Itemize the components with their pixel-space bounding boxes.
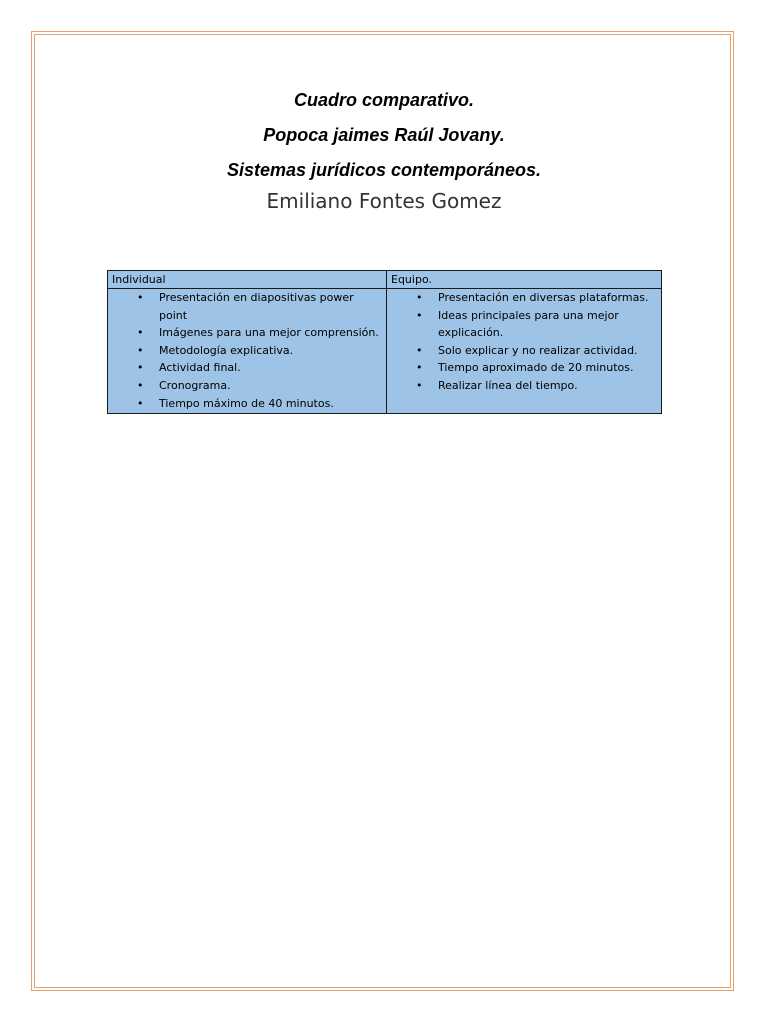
header-team: Equipo. [387,271,662,289]
comparison-table [107,270,662,414]
individual-list [112,289,382,412]
subject-name: Sistemas jurídicos contemporáneos. [226,160,542,180]
list-item: • Solo explicar y no realizar actividad. [438,342,657,360]
list-item: • Tiempo aproximado de 20 minutos. [438,359,657,377]
table-row [108,289,662,414]
list-item: • Presentación en diapositivas power point [159,289,382,324]
list-item: • Realizar línea del tiempo. [438,377,657,395]
list-item: • Cronograma. [159,377,382,395]
document-title: Cuadro comparativo. [293,90,475,110]
list-item: • Ideas principales para una mejor explicación. [438,307,657,342]
title-block [0,88,768,214]
team-list [391,289,657,395]
list-item: • Imágenes para una mejor comprensión. [159,324,382,342]
list-item: • Actividad final. [159,359,382,377]
list-item: • Presentación en diversas plataformas. [438,289,657,307]
header-individual: Individual [108,271,387,289]
individual-cell [108,289,387,414]
table-header-row [108,271,662,289]
author-name: Emiliano Fontes Gomez [266,189,502,213]
list-item: • Metodología explicativa. [159,342,382,360]
list-item: • Tiempo máximo de 40 minutos. [159,395,382,413]
team-cell [387,289,662,414]
student-name: Popoca jaimes Raúl Jovany. [263,125,505,145]
